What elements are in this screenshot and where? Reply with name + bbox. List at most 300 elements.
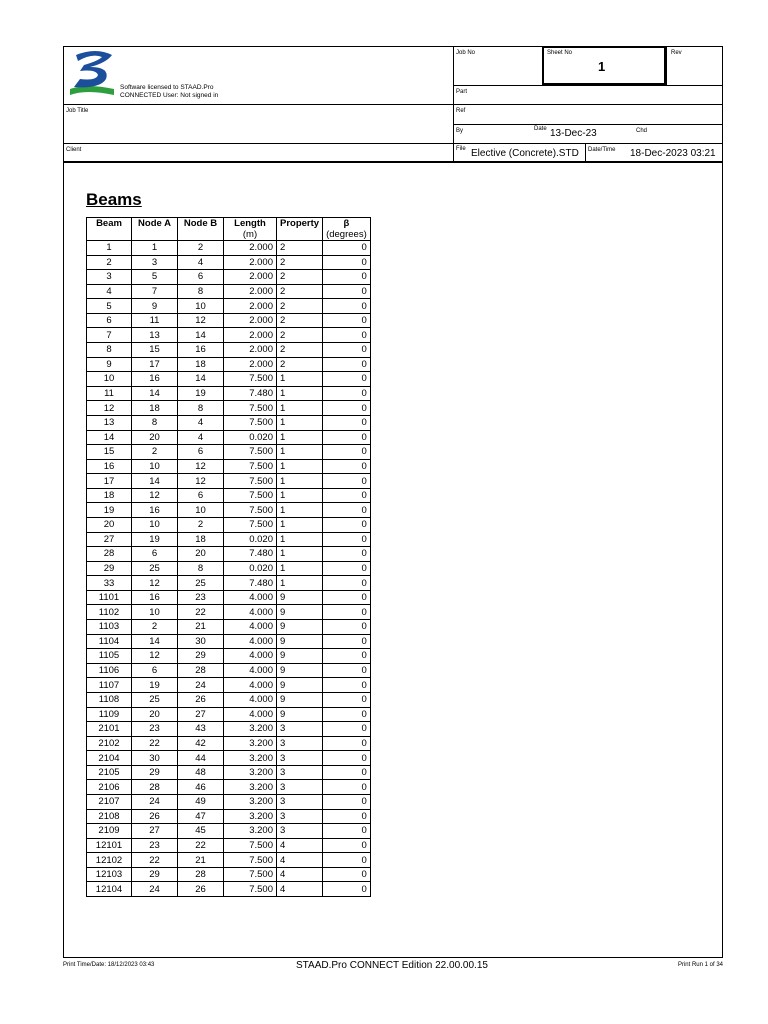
cell-property: 1 bbox=[277, 561, 323, 576]
cell-beta: 0 bbox=[323, 328, 371, 343]
cell-node-b: 6 bbox=[178, 445, 224, 460]
table-row bbox=[87, 853, 371, 868]
cell-length: 7.500 bbox=[224, 445, 277, 460]
cell-node-b: 18 bbox=[178, 532, 224, 547]
cell-beta: 0 bbox=[323, 241, 371, 256]
cell-node-b: 14 bbox=[178, 328, 224, 343]
cell-beam: 12101 bbox=[87, 838, 132, 853]
cell-node-a: 22 bbox=[132, 853, 178, 868]
cell-property: 2 bbox=[277, 328, 323, 343]
cell-node-b: 21 bbox=[178, 620, 224, 635]
cell-property: 9 bbox=[277, 620, 323, 635]
header-property: Property bbox=[277, 218, 323, 241]
table-row bbox=[87, 605, 371, 620]
cell-beam: 2105 bbox=[87, 765, 132, 780]
table-row bbox=[87, 722, 371, 737]
date-value: 13-Dec-23 bbox=[550, 128, 597, 139]
cell-beta: 0 bbox=[323, 445, 371, 460]
table-row bbox=[87, 430, 371, 445]
cell-beta: 0 bbox=[323, 722, 371, 737]
table-row bbox=[87, 824, 371, 839]
cell-node-b: 23 bbox=[178, 590, 224, 605]
cell-property: 3 bbox=[277, 809, 323, 824]
table-row bbox=[87, 809, 371, 824]
cell-beam: 16 bbox=[87, 459, 132, 474]
cell-beam: 1104 bbox=[87, 634, 132, 649]
cell-node-b: 20 bbox=[178, 547, 224, 562]
cell-node-b: 19 bbox=[178, 386, 224, 401]
cell-node-a: 16 bbox=[132, 503, 178, 518]
cell-property: 2 bbox=[277, 255, 323, 270]
cell-beam: 27 bbox=[87, 532, 132, 547]
cell-beam: 2104 bbox=[87, 751, 132, 766]
date-label: Date bbox=[534, 126, 547, 132]
footer-print-time: Print Time/Date: 18/12/2023 03:43 bbox=[63, 962, 155, 968]
cell-node-a: 1 bbox=[132, 241, 178, 256]
cell-node-a: 10 bbox=[132, 605, 178, 620]
cell-property: 4 bbox=[277, 867, 323, 882]
cell-beam: 2 bbox=[87, 255, 132, 270]
cell-length: 2.000 bbox=[224, 343, 277, 358]
table-row bbox=[87, 488, 371, 503]
cell-beam: 1103 bbox=[87, 620, 132, 635]
table-row bbox=[87, 445, 371, 460]
footer-print-run: Print Run 1 of 34 bbox=[677, 962, 723, 968]
cell-property: 9 bbox=[277, 692, 323, 707]
cell-length: 2.000 bbox=[224, 357, 277, 372]
table-row bbox=[87, 328, 371, 343]
table-header-row bbox=[87, 218, 371, 241]
cell-node-a: 12 bbox=[132, 488, 178, 503]
cell-beta: 0 bbox=[323, 853, 371, 868]
cell-node-a: 14 bbox=[132, 474, 178, 489]
cell-length: 2.000 bbox=[224, 241, 277, 256]
cell-beta: 0 bbox=[323, 794, 371, 809]
table-row bbox=[87, 401, 371, 416]
cell-node-a: 2 bbox=[132, 445, 178, 460]
table-row bbox=[87, 736, 371, 751]
cell-length: 7.480 bbox=[224, 576, 277, 591]
sheet-no-label: Sheet No bbox=[547, 50, 573, 56]
table-row bbox=[87, 663, 371, 678]
cell-node-b: 27 bbox=[178, 707, 224, 722]
cell-property: 9 bbox=[277, 707, 323, 722]
cell-property: 9 bbox=[277, 634, 323, 649]
cell-beam: 20 bbox=[87, 517, 132, 532]
cell-length: 7.500 bbox=[224, 503, 277, 518]
cell-property: 2 bbox=[277, 343, 323, 358]
cell-node-a: 6 bbox=[132, 547, 178, 562]
cell-length: 7.500 bbox=[224, 372, 277, 387]
cell-beta: 0 bbox=[323, 488, 371, 503]
cell-beta: 0 bbox=[323, 270, 371, 285]
cell-node-a: 7 bbox=[132, 284, 178, 299]
cell-beam: 2108 bbox=[87, 809, 132, 824]
cell-property: 1 bbox=[277, 488, 323, 503]
cell-beta: 0 bbox=[323, 284, 371, 299]
cell-property: 4 bbox=[277, 838, 323, 853]
cell-node-b: 12 bbox=[178, 459, 224, 474]
cell-node-b: 30 bbox=[178, 634, 224, 649]
cell-beta: 0 bbox=[323, 386, 371, 401]
cell-length: 0.020 bbox=[224, 430, 277, 445]
cell-length: 2.000 bbox=[224, 313, 277, 328]
cell-node-b: 26 bbox=[178, 882, 224, 897]
cell-property: 1 bbox=[277, 459, 323, 474]
cell-beam: 1105 bbox=[87, 649, 132, 664]
cell-beta: 0 bbox=[323, 751, 371, 766]
table-row bbox=[87, 867, 371, 882]
cell-length: 3.200 bbox=[224, 736, 277, 751]
cell-beta: 0 bbox=[323, 532, 371, 547]
cell-beta: 0 bbox=[323, 649, 371, 664]
cell-beam: 2101 bbox=[87, 722, 132, 737]
cell-node-a: 10 bbox=[132, 459, 178, 474]
cell-node-b: 22 bbox=[178, 605, 224, 620]
cell-node-a: 12 bbox=[132, 576, 178, 591]
cell-beam: 2102 bbox=[87, 736, 132, 751]
cell-length: 7.500 bbox=[224, 401, 277, 416]
part-label: Part bbox=[456, 89, 468, 95]
cell-node-a: 5 bbox=[132, 270, 178, 285]
cell-node-b: 44 bbox=[178, 751, 224, 766]
cell-length: 2.000 bbox=[224, 255, 277, 270]
chd-label: Chd bbox=[636, 128, 648, 134]
cell-property: 2 bbox=[277, 357, 323, 372]
table-row bbox=[87, 270, 371, 285]
footer-edition: STAAD.Pro CONNECT Edition 22.00.00.15 bbox=[296, 960, 488, 971]
table-row bbox=[87, 343, 371, 358]
cell-length: 3.200 bbox=[224, 809, 277, 824]
cell-node-b: 8 bbox=[178, 284, 224, 299]
cell-property: 1 bbox=[277, 576, 323, 591]
cell-beta: 0 bbox=[323, 503, 371, 518]
cell-node-b: 47 bbox=[178, 809, 224, 824]
cell-beam: 5 bbox=[87, 299, 132, 314]
cell-beam: 18 bbox=[87, 488, 132, 503]
cell-beam: 2106 bbox=[87, 780, 132, 795]
cell-node-b: 2 bbox=[178, 241, 224, 256]
cell-node-b: 12 bbox=[178, 474, 224, 489]
cell-property: 3 bbox=[277, 780, 323, 795]
cell-node-b: 10 bbox=[178, 503, 224, 518]
cell-length: 7.500 bbox=[224, 853, 277, 868]
table-row bbox=[87, 415, 371, 430]
cell-length: 4.000 bbox=[224, 605, 277, 620]
cell-beam: 10 bbox=[87, 372, 132, 387]
cell-length: 7.500 bbox=[224, 882, 277, 897]
cell-length: 7.480 bbox=[224, 386, 277, 401]
cell-beta: 0 bbox=[323, 372, 371, 387]
cell-property: 3 bbox=[277, 765, 323, 780]
table-row bbox=[87, 882, 371, 897]
cell-node-b: 6 bbox=[178, 270, 224, 285]
cell-node-a: 25 bbox=[132, 692, 178, 707]
cell-beta: 0 bbox=[323, 692, 371, 707]
sheet-no-value: 1 bbox=[598, 59, 606, 74]
cell-node-a: 15 bbox=[132, 343, 178, 358]
datetime-value: 18-Dec-2023 03:21 bbox=[630, 148, 716, 159]
cell-node-a: 2 bbox=[132, 620, 178, 635]
cell-length: 2.000 bbox=[224, 328, 277, 343]
cell-node-b: 42 bbox=[178, 736, 224, 751]
staad-logo bbox=[66, 49, 120, 97]
cell-node-b: 8 bbox=[178, 401, 224, 416]
table-row bbox=[87, 532, 371, 547]
cell-length: 7.500 bbox=[224, 867, 277, 882]
cell-property: 9 bbox=[277, 678, 323, 693]
report-sheet bbox=[63, 46, 723, 958]
cell-beam: 8 bbox=[87, 343, 132, 358]
header-node-a: Node A bbox=[132, 218, 178, 241]
cell-node-b: 18 bbox=[178, 357, 224, 372]
cell-node-a: 22 bbox=[132, 736, 178, 751]
cell-beam: 1107 bbox=[87, 678, 132, 693]
cell-node-a: 3 bbox=[132, 255, 178, 270]
cell-node-a: 13 bbox=[132, 328, 178, 343]
cell-node-a: 30 bbox=[132, 751, 178, 766]
cell-beta: 0 bbox=[323, 415, 371, 430]
cell-property: 1 bbox=[277, 547, 323, 562]
rev-label: Rev bbox=[671, 50, 682, 56]
table-row bbox=[87, 794, 371, 809]
cell-node-a: 6 bbox=[132, 663, 178, 678]
table-row bbox=[87, 751, 371, 766]
cell-node-a: 23 bbox=[132, 722, 178, 737]
cell-node-a: 16 bbox=[132, 372, 178, 387]
cell-length: 3.200 bbox=[224, 722, 277, 737]
cell-property: 1 bbox=[277, 445, 323, 460]
cell-beam: 12102 bbox=[87, 853, 132, 868]
cell-length: 2.000 bbox=[224, 270, 277, 285]
cell-beam: 1101 bbox=[87, 590, 132, 605]
cell-node-a: 8 bbox=[132, 415, 178, 430]
cell-length: 4.000 bbox=[224, 692, 277, 707]
cell-node-b: 43 bbox=[178, 722, 224, 737]
cell-beam: 1102 bbox=[87, 605, 132, 620]
cell-length: 4.000 bbox=[224, 678, 277, 693]
cell-beam: 1106 bbox=[87, 663, 132, 678]
cell-length: 3.200 bbox=[224, 794, 277, 809]
cell-beta: 0 bbox=[323, 867, 371, 882]
cell-node-b: 28 bbox=[178, 867, 224, 882]
datetime-label: Date/Time bbox=[588, 147, 616, 153]
cell-beam: 13 bbox=[87, 415, 132, 430]
table-row bbox=[87, 255, 371, 270]
cell-property: 9 bbox=[277, 605, 323, 620]
cell-property: 1 bbox=[277, 372, 323, 387]
cell-property: 1 bbox=[277, 503, 323, 518]
cell-node-b: 8 bbox=[178, 561, 224, 576]
cell-beam: 2109 bbox=[87, 824, 132, 839]
table-row bbox=[87, 780, 371, 795]
license-line-2: CONNECTED User: Not signed in bbox=[120, 91, 219, 99]
table-row bbox=[87, 561, 371, 576]
cell-node-a: 11 bbox=[132, 313, 178, 328]
cell-length: 2.000 bbox=[224, 284, 277, 299]
cell-length: 3.200 bbox=[224, 824, 277, 839]
cell-node-a: 17 bbox=[132, 357, 178, 372]
cell-property: 1 bbox=[277, 386, 323, 401]
cell-node-a: 10 bbox=[132, 517, 178, 532]
cell-beta: 0 bbox=[323, 780, 371, 795]
cell-beta: 0 bbox=[323, 663, 371, 678]
cell-length: 0.020 bbox=[224, 561, 277, 576]
cell-property: 2 bbox=[277, 313, 323, 328]
cell-node-b: 14 bbox=[178, 372, 224, 387]
cell-node-b: 26 bbox=[178, 692, 224, 707]
header-beta: β (degrees) bbox=[323, 218, 371, 241]
cell-beta: 0 bbox=[323, 736, 371, 751]
cell-beam: 33 bbox=[87, 576, 132, 591]
cell-node-b: 46 bbox=[178, 780, 224, 795]
table-row bbox=[87, 634, 371, 649]
cell-length: 7.500 bbox=[224, 838, 277, 853]
cell-beta: 0 bbox=[323, 620, 371, 635]
by-label: By bbox=[456, 128, 464, 134]
cell-beam: 9 bbox=[87, 357, 132, 372]
cell-node-a: 19 bbox=[132, 678, 178, 693]
cell-length: 7.500 bbox=[224, 488, 277, 503]
cell-length: 7.500 bbox=[224, 459, 277, 474]
cell-beta: 0 bbox=[323, 678, 371, 693]
cell-node-a: 16 bbox=[132, 590, 178, 605]
cell-node-a: 20 bbox=[132, 430, 178, 445]
cell-length: 4.000 bbox=[224, 649, 277, 664]
cell-property: 9 bbox=[277, 590, 323, 605]
cell-length: 3.200 bbox=[224, 765, 277, 780]
cell-node-b: 4 bbox=[178, 255, 224, 270]
cell-node-b: 25 bbox=[178, 576, 224, 591]
table-row bbox=[87, 357, 371, 372]
cell-property: 4 bbox=[277, 853, 323, 868]
table-row bbox=[87, 459, 371, 474]
cell-node-a: 29 bbox=[132, 765, 178, 780]
cell-property: 9 bbox=[277, 663, 323, 678]
cell-node-b: 45 bbox=[178, 824, 224, 839]
license-text bbox=[120, 84, 218, 99]
table-row bbox=[87, 547, 371, 562]
cell-beam: 1108 bbox=[87, 692, 132, 707]
cell-beta: 0 bbox=[323, 313, 371, 328]
cell-length: 3.200 bbox=[224, 751, 277, 766]
cell-beta: 0 bbox=[323, 561, 371, 576]
cell-node-b: 16 bbox=[178, 343, 224, 358]
cell-beta: 0 bbox=[323, 430, 371, 445]
table-row bbox=[87, 372, 371, 387]
cell-node-a: 12 bbox=[132, 649, 178, 664]
table-row bbox=[87, 620, 371, 635]
cell-property: 3 bbox=[277, 736, 323, 751]
cell-property: 3 bbox=[277, 751, 323, 766]
cell-node-a: 18 bbox=[132, 401, 178, 416]
cell-node-a: 9 bbox=[132, 299, 178, 314]
cell-node-a: 14 bbox=[132, 386, 178, 401]
cell-beta: 0 bbox=[323, 547, 371, 562]
cell-length: 4.000 bbox=[224, 663, 277, 678]
cell-node-a: 26 bbox=[132, 809, 178, 824]
cell-beta: 0 bbox=[323, 343, 371, 358]
cell-node-b: 22 bbox=[178, 838, 224, 853]
cell-length: 7.500 bbox=[224, 415, 277, 430]
cell-beam: 3 bbox=[87, 270, 132, 285]
table-row bbox=[87, 241, 371, 256]
table-row bbox=[87, 576, 371, 591]
cell-beam: 17 bbox=[87, 474, 132, 489]
cell-beam: 4 bbox=[87, 284, 132, 299]
cell-property: 1 bbox=[277, 474, 323, 489]
cell-node-a: 20 bbox=[132, 707, 178, 722]
cell-node-a: 29 bbox=[132, 867, 178, 882]
cell-length: 7.500 bbox=[224, 517, 277, 532]
cell-node-b: 28 bbox=[178, 663, 224, 678]
cell-beta: 0 bbox=[323, 255, 371, 270]
cell-beta: 0 bbox=[323, 838, 371, 853]
cell-property: 2 bbox=[277, 270, 323, 285]
cell-node-a: 24 bbox=[132, 794, 178, 809]
cell-beta: 0 bbox=[323, 707, 371, 722]
cell-beam: 19 bbox=[87, 503, 132, 518]
table-row bbox=[87, 313, 371, 328]
client-label: Client bbox=[66, 147, 82, 153]
cell-beta: 0 bbox=[323, 590, 371, 605]
cell-beta: 0 bbox=[323, 459, 371, 474]
table-row bbox=[87, 517, 371, 532]
cell-node-b: 48 bbox=[178, 765, 224, 780]
table-row bbox=[87, 386, 371, 401]
cell-beam: 6 bbox=[87, 313, 132, 328]
cell-node-b: 4 bbox=[178, 430, 224, 445]
cell-node-b: 2 bbox=[178, 517, 224, 532]
cell-beam: 14 bbox=[87, 430, 132, 445]
cell-beta: 0 bbox=[323, 576, 371, 591]
license-line-1: Software licensed to STAAD.Pro bbox=[120, 84, 214, 91]
cell-length: 4.000 bbox=[224, 590, 277, 605]
cell-node-b: 24 bbox=[178, 678, 224, 693]
cell-beta: 0 bbox=[323, 517, 371, 532]
cell-node-b: 10 bbox=[178, 299, 224, 314]
cell-beta: 0 bbox=[323, 401, 371, 416]
cell-beam: 7 bbox=[87, 328, 132, 343]
cell-property: 4 bbox=[277, 882, 323, 897]
cell-length: 0.020 bbox=[224, 532, 277, 547]
table-row bbox=[87, 707, 371, 722]
cell-property: 1 bbox=[277, 401, 323, 416]
cell-length: 2.000 bbox=[224, 299, 277, 314]
cell-node-a: 28 bbox=[132, 780, 178, 795]
cell-node-a: 27 bbox=[132, 824, 178, 839]
cell-beta: 0 bbox=[323, 809, 371, 824]
cell-node-a: 25 bbox=[132, 561, 178, 576]
job-no-label: Job No bbox=[456, 50, 476, 56]
table-row bbox=[87, 838, 371, 853]
cell-node-a: 24 bbox=[132, 882, 178, 897]
cell-length: 4.000 bbox=[224, 620, 277, 635]
cell-node-b: 29 bbox=[178, 649, 224, 664]
cell-beam: 1 bbox=[87, 241, 132, 256]
header-length: Length (m) bbox=[224, 218, 277, 241]
cell-length: 4.000 bbox=[224, 707, 277, 722]
table-row bbox=[87, 692, 371, 707]
table-row bbox=[87, 678, 371, 693]
cell-beam: 1109 bbox=[87, 707, 132, 722]
cell-beta: 0 bbox=[323, 882, 371, 897]
table-row bbox=[87, 590, 371, 605]
cell-beta: 0 bbox=[323, 824, 371, 839]
cell-length: 7.480 bbox=[224, 547, 277, 562]
cell-property: 1 bbox=[277, 532, 323, 547]
table-row bbox=[87, 474, 371, 489]
